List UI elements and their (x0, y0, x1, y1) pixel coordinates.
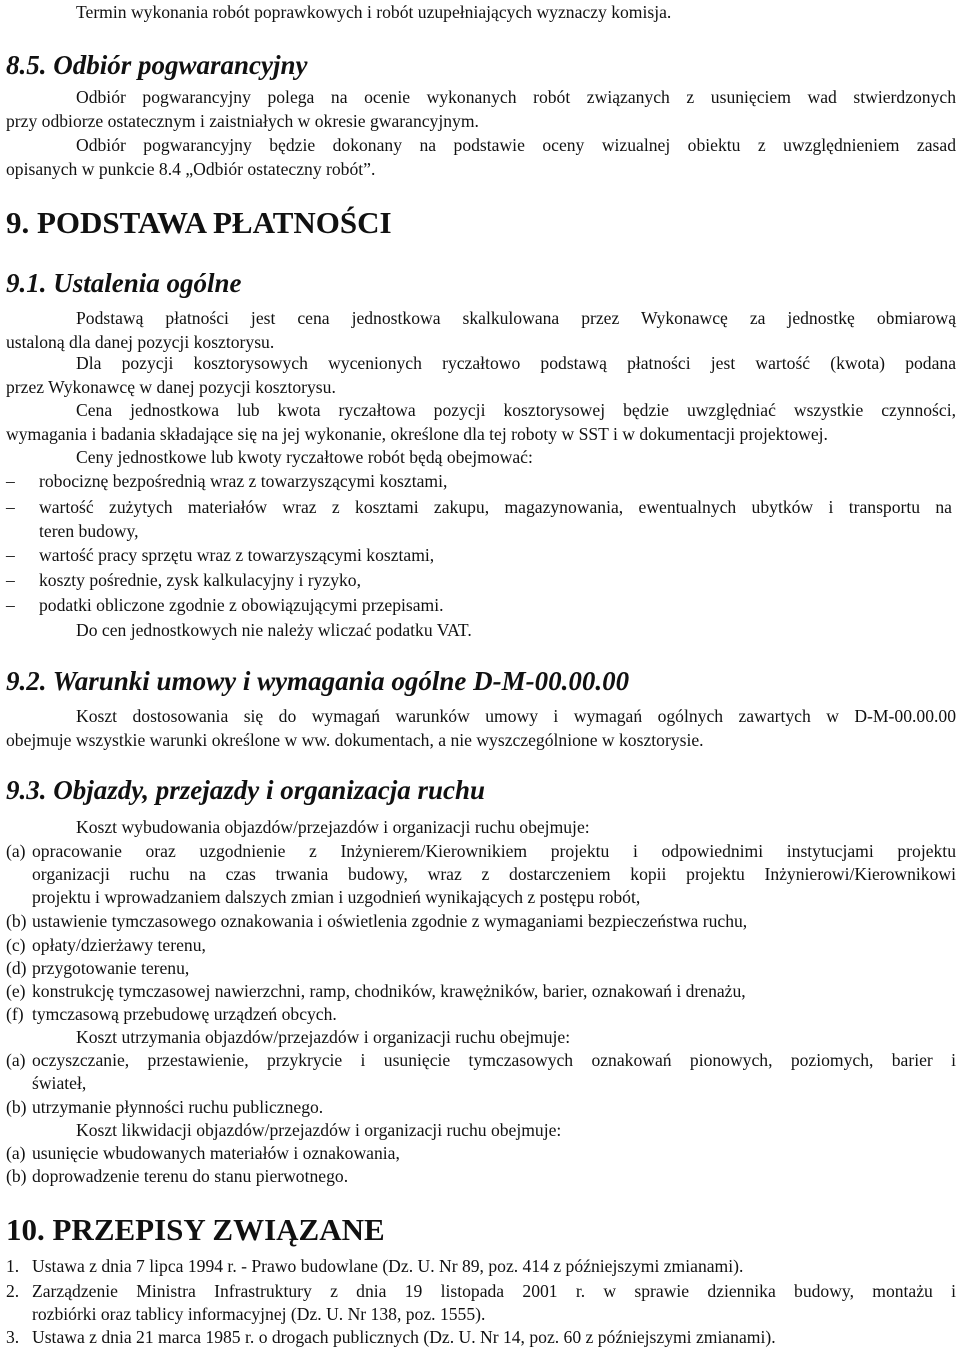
dash-bullet: – (6, 545, 15, 565)
list-item-text: wartość zużytych materiałów wraz z kosztami zakupu, magazynowania, ewentualnych ubytków i transportu na (39, 497, 952, 517)
list-item-label: (b) (6, 1097, 27, 1117)
list-item-text: wartość pracy sprzętu wraz z towarzyszącymi kosztami, (39, 545, 435, 565)
list-item-text: organizacji ruchu na czas trwania budowy, wraz z dostarczeniem kopii projektu Inżynierowi/Kierownikowi (32, 864, 956, 884)
section-10-heading: 10. PRZEPISY ZWIĄZANE (6, 1212, 385, 1247)
section-9-heading: 9. PODSTAWA PŁATNOŚCI (6, 205, 392, 240)
dash-bullet: – (6, 471, 15, 491)
dash-bullet: – (6, 595, 15, 615)
list-item-text: ustawienie tymczasowego oznakowania i oświetlenia zgodnie z wymaganiami bezpieczeństwa ruchu, (32, 911, 748, 931)
dash-bullet: – (6, 497, 15, 517)
list-item-text: podatki obliczone zgodnie z obowiązującymi przepisami. (39, 595, 444, 615)
list-item-label: (f) (6, 1004, 24, 1024)
list-item-label: 2. (6, 1281, 20, 1301)
list-item-label: (c) (6, 935, 26, 955)
section-8-5-heading: 8.5. Odbiór pogwarancyjny (6, 50, 308, 80)
list-item-text: Zarządzenie Ministra Infrastruktury z dnia 19 listopada 2001 r. w sprawie dziennika budowy, montażu i (32, 1281, 956, 1301)
closing-sentence: Termin wykonania robót poprawkowych i robót uzupełniających wyznaczy komisja. (76, 2, 672, 22)
list-item-label: (e) (6, 981, 26, 1001)
list-item-text: doprowadzenie terenu do stanu pierwotnego. (32, 1166, 349, 1186)
list-item-label: 1. (6, 1256, 20, 1276)
paragraph-line: Koszt utrzymania objazdów/przejazdów i organizacji ruchu obejmuje: (76, 1027, 571, 1047)
list-item-text: Ustawa z dnia 21 marca 1985 r. o drogach publicznych (Dz. U. Nr 14, poz. 60 z późniejszymi zmianami). (32, 1327, 776, 1347)
paragraph-line: Odbiór pogwarancyjny będzie dokonany na podstawie oceny wizualnej obiektu z uwzględnieniem zasad (76, 135, 956, 155)
dash-bullet: – (6, 570, 15, 590)
list-item-text: opracowanie oraz uzgodnienie z Inżynierem/Kierownikiem projektu i odpowiednimi instytucjami projektu (32, 841, 956, 861)
list-item-label: (a) (6, 841, 26, 861)
paragraph-line: Podstawą płatności jest cena jednostkowa skalkulowana przez Wykonawcę za jednostkę obmiarową (76, 308, 956, 328)
paragraph-line: przez Wykonawcę w danej pozycji kosztorysu. (6, 377, 336, 397)
list-item-label: (b) (6, 911, 27, 931)
list-item-label: (a) (6, 1143, 26, 1163)
list-item-label: 3. (6, 1327, 20, 1347)
list-item-text: projektu i wprowadzaniem dalszych zmian i uzgodnień wynikających z postępu robót, (32, 887, 641, 907)
paragraph-line: przy odbiorze ostatecznym i zaistniałych w okresie gwarancyjnym. (6, 111, 479, 131)
section-9-3-heading: 9.3. Objazdy, przejazdy i organizacja ruchu (6, 775, 486, 805)
paragraph-line: wymagania i badania składające się na jej wykonanie, określone dla tej roboty w SST i w dokumentacji projektowej. (6, 424, 828, 444)
section-9-1-heading: 9.1. Ustalenia ogólne (6, 268, 242, 298)
list-item-text: rozbiórki oraz tablicy informacyjnej (Dz. U. Nr 138, poz. 1555). (32, 1304, 486, 1324)
paragraph-line: Koszt likwidacji objazdów/przejazdów i organizacji ruchu obejmuje: (76, 1120, 562, 1140)
list-item-text: usunięcie wbudowanych materiałów i oznakowania, (32, 1143, 400, 1163)
list-item-text: robociznę bezpośrednią wraz z towarzyszącymi kosztami, (39, 471, 448, 491)
list-item-label: (d) (6, 958, 27, 978)
list-item-text: utrzymanie płynności ruchu publicznego. (32, 1097, 324, 1117)
paragraph-line: Ceny jednostkowe lub kwoty ryczałtowe robót będą obejmować: (76, 447, 533, 467)
paragraph-line: opisanych w punkcie 8.4 „Odbiór ostateczny robót”. (6, 159, 376, 179)
paragraph-line: obejmuje wszystkie warunki określone w ww. dokumentach, a nie wyszczególnione w kosztorysie. (6, 730, 704, 750)
list-item-label: (b) (6, 1166, 27, 1186)
list-item-text: świateł, (32, 1073, 87, 1093)
paragraph-line: Koszt dostosowania się do wymagań warunków umowy i wymagań ogólnych zawartych w D-M-00.00.00 (76, 706, 956, 726)
list-item-text: koszty pośrednie, zysk kalkulacyjny i ryzyko, (39, 570, 361, 590)
list-item-text: Ustawa z dnia 7 lipca 1994 r. - Prawo budowlane (Dz. U. Nr 89, poz. 414 z późniejszymi zmianami). (32, 1256, 744, 1276)
list-item-text: przygotowanie terenu, (32, 958, 190, 978)
paragraph-line: Cena jednostkowa lub kwota ryczałtowa pozycji kosztorysowej będzie uwzględniać wszystkie czynności, (76, 400, 956, 420)
list-item-label: (a) (6, 1050, 26, 1070)
paragraph-line: ustaloną dla danej pozycji kosztorysu. (6, 332, 275, 352)
paragraph-line: Odbiór pogwarancyjny polega na ocenie wykonanych robót związanych z usunięciem wad stwierdzonych (76, 87, 956, 107)
list-item-text: konstrukcję tymczasowej nawierzchni, ramp, chodników, krawężników, barier, oznakowań i drenażu, (32, 981, 746, 1001)
paragraph-line: Do cen jednostkowych nie należy wliczać podatku VAT. (76, 620, 472, 640)
list-item-text: teren budowy, (39, 521, 139, 541)
section-9-2-heading: 9.2. Warunki umowy i wymagania ogólne D-M-00.00.00 (6, 666, 630, 696)
paragraph-line: Koszt wybudowania objazdów/przejazdów i organizacji ruchu obejmuje: (76, 817, 590, 837)
paragraph-line: Dla pozycji kosztorysowych wycenionych ryczałtowo podstawą płatności jest wartość (kwota) podana (76, 353, 956, 373)
list-item-text: opłaty/dzierżawy terenu, (32, 935, 206, 955)
list-item-text: oczyszczanie, przestawienie, przykrycie i usunięcie tymczasowych oznakowań pionowych, poziomych, barier i (32, 1050, 956, 1070)
list-item-text: tymczasową przebudowę urządzeń obcych. (32, 1004, 337, 1024)
